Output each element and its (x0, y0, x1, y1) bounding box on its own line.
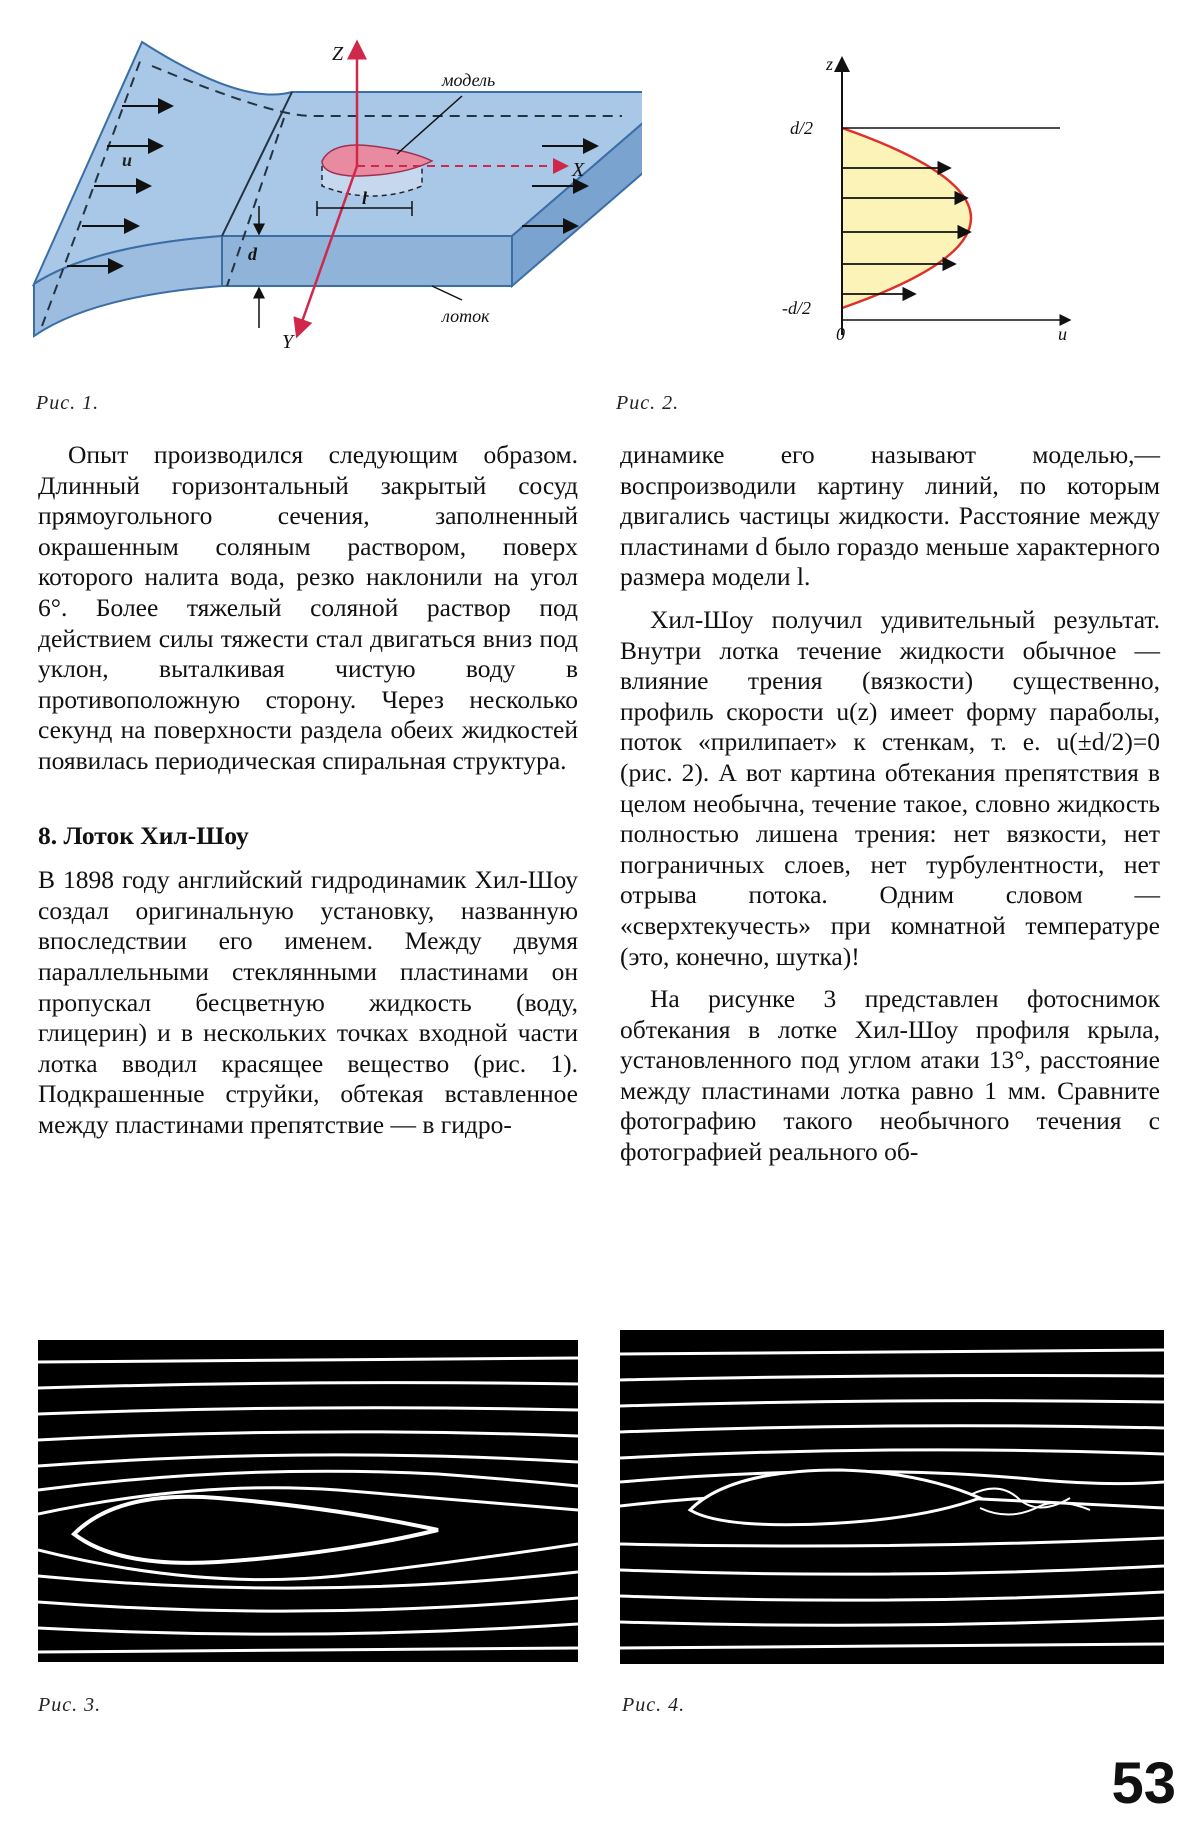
right-paragraph-3: На рисунке 3 представлен фотоснимок обтекания в лотке Хил-Шоу профиля крыла, установленного под углом атаки 13°, расстояние между пластинами лотка равно 1 мм. Сравните фотографию такого необычного течения с фотографией реального об- (620, 984, 1160, 1167)
figure-1-caption: Рис. 1. (36, 392, 100, 414)
bottom-half-gap-label: -d/2 (782, 298, 811, 318)
top-half-gap-label: d/2 (790, 118, 814, 138)
left-paragraph-2: В 1898 году английский гидродинамик Хил-Шоу создал оригинальную установку, названную впоследствии его именем. Между двумя параллельными стеклянными пластинами он пропускал бесцветную жидкость (воду, глицерин) и в нескольких точках входной части лотка вводил красящее вещество (рис. 1). Подкрашенные струйки, обтекая вставленное между пластинами препятствие — в гидро- (38, 865, 578, 1139)
figure-3-streamlines (38, 1340, 578, 1662)
axis-z-label: Z (332, 43, 344, 65)
figure-3-photo (38, 1340, 578, 1662)
right-paragraph-1: динамике его называют моделью,— воспроизводили картину линий, по которым двигались частицы жидкости. Расстояние между пластинами d было гораздо меньше характерного размера модели l. (620, 440, 1160, 592)
figure-2-velocity-profile (760, 50, 1080, 350)
left-paragraph-1: Опыт производился следующим образом. Длинный горизонтальный закрытый сосуд прямоугольного сечения, заполненный окрашенным соляным раствором, поверх которого налита вода, резко наклонили на угол 6°. Более тяжелый соляной раствор под действием силы тяжести стал двигаться вниз под уклон, выталкивая чистую воду в противоположную сторону. Через несколько секунд на поверхности раздела обеих жидкостей появилась периодическая спиральная структура. (38, 440, 578, 775)
axis-x-label: X (572, 159, 585, 181)
page-number: 53 (1111, 1751, 1176, 1816)
figure-3-caption: Рис. 3. (38, 1694, 102, 1716)
right-text-column (620, 440, 1160, 1168)
figure-2-caption: Рис. 2. (616, 392, 680, 414)
section-heading: 8. Лоток Хил-Шоу (38, 820, 249, 850)
axis-y-label: Y (282, 331, 294, 353)
z-label: z (826, 54, 834, 74)
right-paragraph-2: Хил-Шоу получил удивительный результат. Внутри лотка течение жидкости обычное — влияние трения (вязкости) существенно, профиль скорости u(z) имеет форму параболы, поток «прилипает» к стенкам, т. е. u(±d/2)=0 (рис. 2). А вот картина обтекания препятствия в целом необычна, течение такое, словно жидкость полностью лишена трения: нет вязкости, нет пограничных слоев, нет турбулентности, нет отрыва потока. Одним словом — «сверхтекучесть» при комнатной температуре (это, конечно, шутка)! (620, 604, 1160, 971)
figure-1-tray-diagram (22, 36, 642, 366)
velocity-u-label: u (122, 150, 133, 170)
model-label: модель (442, 70, 496, 90)
u-label: u (1058, 324, 1067, 344)
length-l-label: l (362, 188, 368, 208)
tray-front-face (222, 236, 512, 286)
gap-d-label: d (248, 244, 257, 264)
figure-4-streamlines (620, 1330, 1164, 1664)
figure-4-caption: Рис. 4. (622, 1694, 686, 1716)
tray-label: лоток (442, 306, 490, 326)
left-text-column (38, 440, 578, 1140)
figure-4-photo (620, 1330, 1164, 1664)
origin-label: 0 (836, 324, 845, 344)
